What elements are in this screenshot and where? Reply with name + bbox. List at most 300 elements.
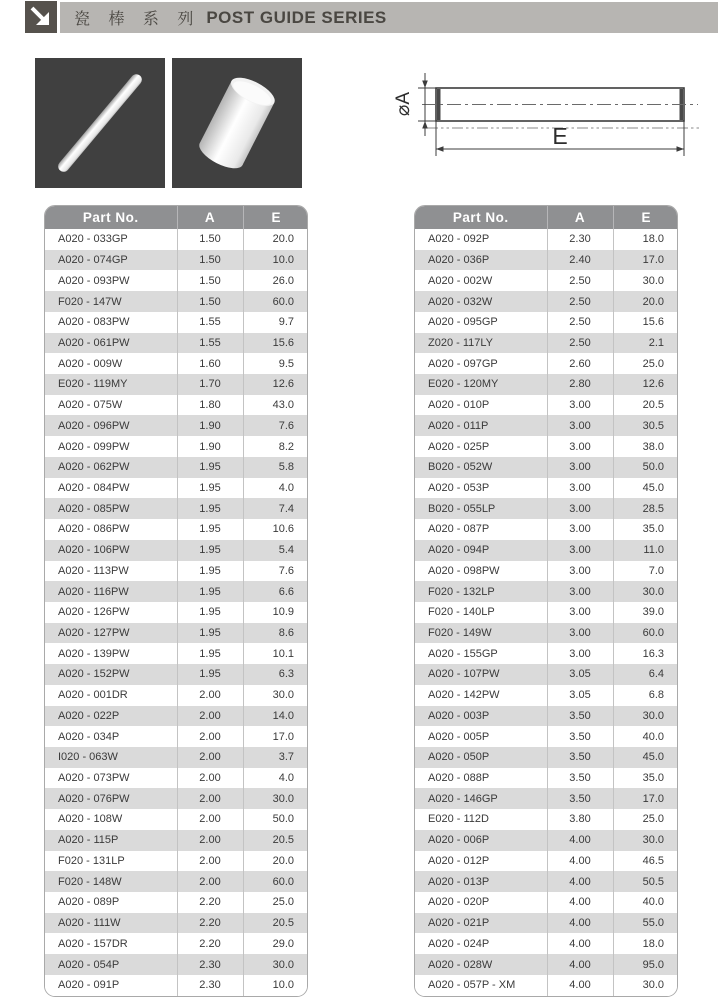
table-row bbox=[415, 623, 678, 644]
table-cell-a: 1.90 bbox=[177, 415, 243, 436]
table-cell-e: 7.4 bbox=[243, 498, 308, 519]
length-dimension-label: E bbox=[552, 123, 568, 149]
table-cell-e: 20.0 bbox=[243, 851, 308, 872]
table-row bbox=[45, 788, 308, 809]
table-cell-e: 43.0 bbox=[243, 395, 308, 416]
table-cell-e: 25.0 bbox=[243, 892, 308, 913]
table-cell-part: A020 - 139PW bbox=[58, 647, 130, 660]
table-row bbox=[415, 229, 678, 250]
table-cell-part: A020 - 036P bbox=[428, 254, 490, 267]
table-cell-e: 18.0 bbox=[613, 229, 678, 250]
table-cell-a: 2.30 bbox=[547, 229, 613, 250]
table-cell-e: 25.0 bbox=[613, 809, 678, 830]
table-row bbox=[45, 623, 308, 644]
table-cell-part: A020 - 083PW bbox=[58, 316, 130, 329]
table-row bbox=[415, 809, 678, 830]
table-cell-e: 17.0 bbox=[243, 726, 308, 747]
table-cell-a: 4.00 bbox=[547, 933, 613, 954]
table-cell-a: 2.00 bbox=[177, 871, 243, 892]
table-cell-part: A020 - 025P bbox=[428, 440, 490, 453]
table-cell-e: 35.0 bbox=[613, 519, 678, 540]
table-row bbox=[415, 395, 678, 416]
table-cell-part: A020 - 001DR bbox=[58, 689, 128, 702]
table-cell-e: 60.0 bbox=[243, 291, 308, 312]
table-cell-e: 7.6 bbox=[243, 561, 308, 582]
table-cell-part: A020 - 033GP bbox=[58, 233, 128, 246]
table-cell-part: A020 - 095GP bbox=[428, 316, 498, 329]
table-cell-e: 38.0 bbox=[613, 436, 678, 457]
table-cell-part: A020 - 157DR bbox=[58, 937, 128, 950]
page-title-bar bbox=[60, 2, 718, 33]
table-cell-a: 2.00 bbox=[177, 788, 243, 809]
table-cell-part: F020 - 149W bbox=[428, 627, 492, 640]
table-row bbox=[415, 933, 678, 954]
table-cell-e: 10.9 bbox=[243, 602, 308, 623]
table-row bbox=[415, 871, 678, 892]
column-header-part-no: Part No. bbox=[415, 206, 547, 229]
table-row bbox=[415, 374, 678, 395]
table-cell-part: A020 - 062PW bbox=[58, 461, 130, 474]
table-cell-a: 1.95 bbox=[177, 519, 243, 540]
table-cell-e: 45.0 bbox=[613, 747, 678, 768]
table-row bbox=[415, 333, 678, 354]
table-row bbox=[45, 498, 308, 519]
table-cell-part: A020 - 024P bbox=[428, 937, 490, 950]
table-cell-e: 12.6 bbox=[613, 374, 678, 395]
product-photo-thin-rod bbox=[35, 58, 165, 188]
table-cell-a: 1.95 bbox=[177, 561, 243, 582]
table-cell-a: 1.50 bbox=[177, 270, 243, 291]
table-cell-part: A020 - 152PW bbox=[58, 668, 130, 681]
table-cell-e: 4.0 bbox=[243, 478, 308, 499]
table-row bbox=[45, 706, 308, 727]
table-cell-a: 2.80 bbox=[547, 374, 613, 395]
table-row bbox=[415, 581, 678, 602]
table-cell-e: 14.0 bbox=[243, 706, 308, 727]
table-cell-part: A020 - 073PW bbox=[58, 772, 130, 785]
table-cell-e: 60.0 bbox=[613, 623, 678, 644]
table-row bbox=[415, 436, 678, 457]
table-row bbox=[415, 643, 678, 664]
table-cell-part: A020 - 108W bbox=[58, 813, 123, 826]
table-cell-a: 2.50 bbox=[547, 312, 613, 333]
table-cell-part: B020 - 055LP bbox=[428, 502, 496, 515]
table-cell-part: A020 - 113PW bbox=[58, 564, 129, 577]
table-row bbox=[45, 312, 308, 333]
table-cell-a: 3.50 bbox=[547, 768, 613, 789]
table-cell-part: A020 - 011P bbox=[428, 419, 489, 432]
table-cell-a: 2.20 bbox=[177, 913, 243, 934]
table-cell-a: 3.00 bbox=[547, 478, 613, 499]
table-cell-part: A020 - 005P bbox=[428, 730, 490, 743]
table-cell-part: A020 - 006P bbox=[428, 834, 490, 847]
table-cell-a: 2.50 bbox=[547, 333, 613, 354]
table-cell-part: A020 - 146GP bbox=[428, 792, 498, 805]
table-cell-part: A020 - 094P bbox=[428, 544, 490, 557]
table-cell-a: 1.70 bbox=[177, 374, 243, 395]
table-cell-e: 10.0 bbox=[243, 250, 308, 271]
table-cell-e: 17.0 bbox=[613, 788, 678, 809]
table-cell-a: 1.95 bbox=[177, 602, 243, 623]
table-cell-e: 4.0 bbox=[243, 768, 308, 789]
table-row bbox=[415, 706, 678, 727]
table-row bbox=[415, 540, 678, 561]
table-cell-part: A020 - 061PW bbox=[58, 336, 130, 349]
column-header-a: A bbox=[547, 206, 613, 229]
table-row bbox=[45, 643, 308, 664]
table-row bbox=[45, 581, 308, 602]
table-cell-e: 7.6 bbox=[243, 415, 308, 436]
table-cell-part: A020 - 076PW bbox=[58, 792, 130, 805]
table-cell-a: 1.50 bbox=[177, 229, 243, 250]
table-cell-part: A020 - 013P bbox=[428, 875, 490, 888]
table-row bbox=[45, 892, 308, 913]
table-row bbox=[415, 975, 678, 996]
table-cell-part: A020 - 093PW bbox=[58, 274, 130, 287]
table-cell-part: F020 - 140LP bbox=[428, 606, 495, 619]
table-cell-part: A020 - 028W bbox=[428, 958, 493, 971]
table-cell-e: 20.0 bbox=[243, 229, 308, 250]
table-cell-a: 3.50 bbox=[547, 747, 613, 768]
table-cell-part: E020 - 120MY bbox=[428, 378, 499, 391]
table-cell-a: 3.00 bbox=[547, 643, 613, 664]
table-cell-a: 4.00 bbox=[547, 954, 613, 975]
table-cell-a: 3.50 bbox=[547, 788, 613, 809]
table-cell-a: 3.05 bbox=[547, 685, 613, 706]
table-cell-a: 3.05 bbox=[547, 664, 613, 685]
table-cell-part: A020 - 107PW bbox=[428, 668, 500, 681]
table-cell-a: 1.60 bbox=[177, 353, 243, 374]
table-cell-e: 15.6 bbox=[243, 333, 308, 354]
table-cell-a: 3.00 bbox=[547, 540, 613, 561]
table-cell-e: 9.5 bbox=[243, 353, 308, 374]
table-row bbox=[415, 498, 678, 519]
table-row bbox=[45, 664, 308, 685]
table-cell-e: 30.0 bbox=[613, 830, 678, 851]
table-cell-a: 1.95 bbox=[177, 478, 243, 499]
table-cell-e: 6.8 bbox=[613, 685, 678, 706]
table-cell-e: 5.4 bbox=[243, 540, 308, 561]
table-header-row bbox=[415, 206, 678, 229]
table-cell-part: A020 - 089P bbox=[58, 896, 120, 909]
table-cell-e: 20.0 bbox=[613, 291, 678, 312]
table-row bbox=[415, 602, 678, 623]
table-cell-a: 4.00 bbox=[547, 913, 613, 934]
table-row bbox=[45, 415, 308, 436]
table-row bbox=[415, 561, 678, 582]
table-row bbox=[45, 830, 308, 851]
table-row bbox=[45, 913, 308, 934]
table-row bbox=[45, 726, 308, 747]
table-cell-part: I020 - 063W bbox=[58, 751, 118, 764]
table-cell-part: A020 - 057P - XM bbox=[428, 979, 516, 992]
table-row bbox=[45, 561, 308, 582]
table-row bbox=[45, 768, 308, 789]
table-cell-part: Z020 - 117LY bbox=[428, 336, 494, 349]
table-cell-part: A020 - 002W bbox=[428, 274, 493, 287]
table-row bbox=[45, 229, 308, 250]
table-cell-e: 9.7 bbox=[243, 312, 308, 333]
table-cell-a: 2.40 bbox=[547, 250, 613, 271]
table-cell-part: A020 - 022P bbox=[58, 709, 120, 722]
table-cell-a: 3.00 bbox=[547, 498, 613, 519]
table-cell-part: A020 - 088P bbox=[428, 772, 490, 785]
table-cell-a: 2.00 bbox=[177, 726, 243, 747]
table-row bbox=[45, 291, 308, 312]
table-cell-a: 1.55 bbox=[177, 333, 243, 354]
table-cell-e: 30.0 bbox=[243, 954, 308, 975]
table-cell-part: A020 - 020P bbox=[428, 896, 490, 909]
table-cell-e: 95.0 bbox=[613, 954, 678, 975]
table-cell-e: 17.0 bbox=[613, 250, 678, 271]
table-cell-part: E020 - 119MY bbox=[58, 378, 128, 391]
table-row bbox=[415, 291, 678, 312]
table-row bbox=[415, 788, 678, 809]
table-cell-a: 2.20 bbox=[177, 933, 243, 954]
table-cell-a: 2.00 bbox=[177, 747, 243, 768]
table-row bbox=[45, 374, 308, 395]
table-row bbox=[415, 830, 678, 851]
table-cell-a: 3.00 bbox=[547, 415, 613, 436]
table-cell-a: 1.95 bbox=[177, 643, 243, 664]
table-cell-a: 2.30 bbox=[177, 954, 243, 975]
table-cell-e: 6.4 bbox=[613, 664, 678, 685]
table-cell-a: 3.00 bbox=[547, 436, 613, 457]
table-cell-a: 2.50 bbox=[547, 270, 613, 291]
table-row bbox=[415, 415, 678, 436]
table-row bbox=[45, 851, 308, 872]
table-cell-part: A020 - 087P bbox=[428, 523, 490, 536]
table-cell-a: 3.00 bbox=[547, 395, 613, 416]
table-cell-a: 1.90 bbox=[177, 436, 243, 457]
page-title-en: POST GUIDE SERIES bbox=[206, 7, 387, 27]
table-cell-a: 4.00 bbox=[547, 871, 613, 892]
table-cell-a: 1.50 bbox=[177, 250, 243, 271]
table-cell-a: 3.80 bbox=[547, 809, 613, 830]
table-cell-part: A020 - 012P bbox=[428, 854, 490, 867]
table-cell-e: 20.5 bbox=[613, 395, 678, 416]
table-row bbox=[45, 685, 308, 706]
table-cell-e: 16.3 bbox=[613, 643, 678, 664]
table-cell-part: A020 - 115P bbox=[58, 834, 119, 847]
table-cell-e: 7.0 bbox=[613, 561, 678, 582]
table-cell-a: 2.00 bbox=[177, 685, 243, 706]
table-row bbox=[45, 954, 308, 975]
table-row bbox=[415, 250, 678, 271]
table-cell-part: F020 - 148W bbox=[58, 875, 122, 888]
table-cell-e: 46.5 bbox=[613, 851, 678, 872]
table-cell-a: 2.60 bbox=[547, 353, 613, 374]
column-header-part-no: Part No. bbox=[45, 206, 177, 229]
table-cell-e: 30.0 bbox=[243, 685, 308, 706]
table-cell-e: 3.7 bbox=[243, 747, 308, 768]
table-cell-e: 12.6 bbox=[243, 374, 308, 395]
table-cell-part: A020 - 127PW bbox=[58, 627, 130, 640]
table-cell-a: 3.00 bbox=[547, 602, 613, 623]
table-row bbox=[45, 747, 308, 768]
diameter-dimension-label: ⌀A bbox=[393, 91, 415, 117]
table-cell-e: 10.6 bbox=[243, 519, 308, 540]
table-cell-part: A020 - 116PW bbox=[58, 585, 129, 598]
table-cell-part: A020 - 074GP bbox=[58, 254, 128, 267]
table-cell-a: 2.00 bbox=[177, 768, 243, 789]
table-header-row bbox=[45, 206, 308, 229]
table-row bbox=[415, 519, 678, 540]
table-row bbox=[45, 809, 308, 830]
table-cell-e: 29.0 bbox=[243, 933, 308, 954]
table-row bbox=[415, 913, 678, 934]
table-cell-a: 2.00 bbox=[177, 706, 243, 727]
table-row bbox=[415, 768, 678, 789]
table-cell-e: 8.2 bbox=[243, 436, 308, 457]
table-cell-a: 3.00 bbox=[547, 457, 613, 478]
table-row bbox=[415, 747, 678, 768]
table-row bbox=[415, 353, 678, 374]
table-row bbox=[415, 892, 678, 913]
table-row bbox=[415, 478, 678, 499]
table-row bbox=[45, 871, 308, 892]
table-cell-part: A020 - 021P bbox=[428, 917, 490, 930]
table-cell-e: 5.8 bbox=[243, 457, 308, 478]
table-cell-e: 8.6 bbox=[243, 623, 308, 644]
table-row bbox=[45, 353, 308, 374]
table-cell-a: 1.95 bbox=[177, 457, 243, 478]
table-cell-part: A020 - 086PW bbox=[58, 523, 130, 536]
table-cell-e: 45.0 bbox=[613, 478, 678, 499]
table-row bbox=[415, 664, 678, 685]
table-row bbox=[415, 954, 678, 975]
technical-drawing bbox=[385, 60, 718, 168]
table-cell-part: A020 - 054P bbox=[58, 958, 120, 971]
table-row bbox=[415, 726, 678, 747]
table-cell-e: 35.0 bbox=[613, 768, 678, 789]
table-cell-e: 28.5 bbox=[613, 498, 678, 519]
table-cell-e: 30.0 bbox=[613, 270, 678, 291]
table-row bbox=[45, 333, 308, 354]
table-row bbox=[415, 851, 678, 872]
table-cell-e: 10.1 bbox=[243, 643, 308, 664]
table-cell-part: E020 - 112D bbox=[428, 813, 489, 826]
table-cell-e: 6.3 bbox=[243, 664, 308, 685]
table-cell-part: A020 - 085PW bbox=[58, 502, 130, 515]
table-cell-part: A020 - 032W bbox=[428, 295, 493, 308]
column-header-e: E bbox=[243, 206, 308, 229]
table-cell-a: 2.50 bbox=[547, 291, 613, 312]
table-cell-part: A020 - 099PW bbox=[58, 440, 130, 453]
table-cell-e: 55.0 bbox=[613, 913, 678, 934]
table-row bbox=[45, 270, 308, 291]
table-cell-e: 60.0 bbox=[243, 871, 308, 892]
table-cell-e: 39.0 bbox=[613, 602, 678, 623]
table-cell-part: A020 - 091P bbox=[58, 979, 120, 992]
table-cell-a: 3.00 bbox=[547, 623, 613, 644]
table-cell-e: 11.0 bbox=[613, 540, 678, 561]
table-cell-e: 18.0 bbox=[613, 933, 678, 954]
table-cell-e: 30.0 bbox=[613, 581, 678, 602]
table-cell-e: 30.5 bbox=[613, 415, 678, 436]
table-cell-e: 30.0 bbox=[613, 975, 678, 996]
table-cell-e: 40.0 bbox=[613, 726, 678, 747]
table-cell-e: 6.6 bbox=[243, 581, 308, 602]
table-cell-e: 50.5 bbox=[613, 871, 678, 892]
page-title-zh: 瓷 棒 系 列 bbox=[74, 11, 201, 28]
table-cell-a: 3.00 bbox=[547, 519, 613, 540]
table-cell-e: 50.0 bbox=[613, 457, 678, 478]
table-row bbox=[45, 478, 308, 499]
table-cell-part: A020 - 034P bbox=[58, 730, 120, 743]
table-cell-part: F020 - 132LP bbox=[428, 585, 495, 598]
table-row bbox=[415, 312, 678, 333]
table-cell-a: 3.50 bbox=[547, 726, 613, 747]
table-row bbox=[45, 250, 308, 271]
table-row bbox=[45, 540, 308, 561]
table-cell-a: 1.50 bbox=[177, 291, 243, 312]
table-cell-part: A020 - 106PW bbox=[58, 544, 130, 557]
table-cell-a: 1.95 bbox=[177, 623, 243, 644]
table-cell-a: 1.95 bbox=[177, 581, 243, 602]
table-cell-a: 3.00 bbox=[547, 561, 613, 582]
table-cell-a: 2.20 bbox=[177, 892, 243, 913]
table-cell-part: A020 - 050P bbox=[428, 751, 490, 764]
table-cell-a: 1.80 bbox=[177, 395, 243, 416]
table-cell-part: A020 - 084PW bbox=[58, 481, 130, 494]
table-cell-e: 2.1 bbox=[613, 333, 678, 354]
column-header-e: E bbox=[613, 206, 678, 229]
table-cell-part: A020 - 155GP bbox=[428, 647, 498, 660]
parts-table bbox=[415, 206, 678, 996]
column-header-a: A bbox=[177, 206, 243, 229]
table-cell-part: A020 - 097GP bbox=[428, 357, 498, 370]
table-cell-e: 50.0 bbox=[243, 809, 308, 830]
table-cell-e: 25.0 bbox=[613, 353, 678, 374]
table-row bbox=[45, 436, 308, 457]
table-cell-a: 2.30 bbox=[177, 975, 243, 996]
arrow-down-right-icon bbox=[25, 1, 57, 33]
table-cell-part: B020 - 052W bbox=[428, 461, 493, 474]
table-cell-part: F020 - 147W bbox=[58, 295, 122, 308]
table-cell-a: 3.00 bbox=[547, 581, 613, 602]
table-row bbox=[415, 457, 678, 478]
table-row bbox=[415, 685, 678, 706]
table-cell-a: 4.00 bbox=[547, 830, 613, 851]
table-cell-a: 3.50 bbox=[547, 706, 613, 727]
parts-table-left bbox=[44, 205, 308, 997]
table-cell-a: 1.95 bbox=[177, 664, 243, 685]
table-cell-part: F020 - 131LP bbox=[58, 854, 125, 867]
table-cell-part: A020 - 053P bbox=[428, 481, 490, 494]
table-cell-a: 4.00 bbox=[547, 851, 613, 872]
table-cell-e: 10.0 bbox=[243, 975, 308, 996]
table-cell-a: 2.00 bbox=[177, 851, 243, 872]
parts-table-right bbox=[414, 205, 678, 997]
table-cell-e: 40.0 bbox=[613, 892, 678, 913]
table-cell-a: 1.95 bbox=[177, 498, 243, 519]
table-cell-e: 20.5 bbox=[243, 913, 308, 934]
table-cell-a: 2.00 bbox=[177, 809, 243, 830]
table-cell-part: A020 - 142PW bbox=[428, 689, 500, 702]
table-row bbox=[45, 933, 308, 954]
table-cell-part: A020 - 075W bbox=[58, 399, 123, 412]
table-row bbox=[45, 975, 308, 996]
table-cell-e: 30.0 bbox=[243, 788, 308, 809]
table-cell-part: A020 - 098PW bbox=[428, 564, 500, 577]
product-photo-thick-rod bbox=[172, 58, 302, 188]
table-cell-part: A020 - 003P bbox=[428, 709, 490, 722]
table-cell-e: 15.6 bbox=[613, 312, 678, 333]
parts-table bbox=[45, 206, 308, 996]
table-row bbox=[45, 457, 308, 478]
table-row bbox=[45, 519, 308, 540]
